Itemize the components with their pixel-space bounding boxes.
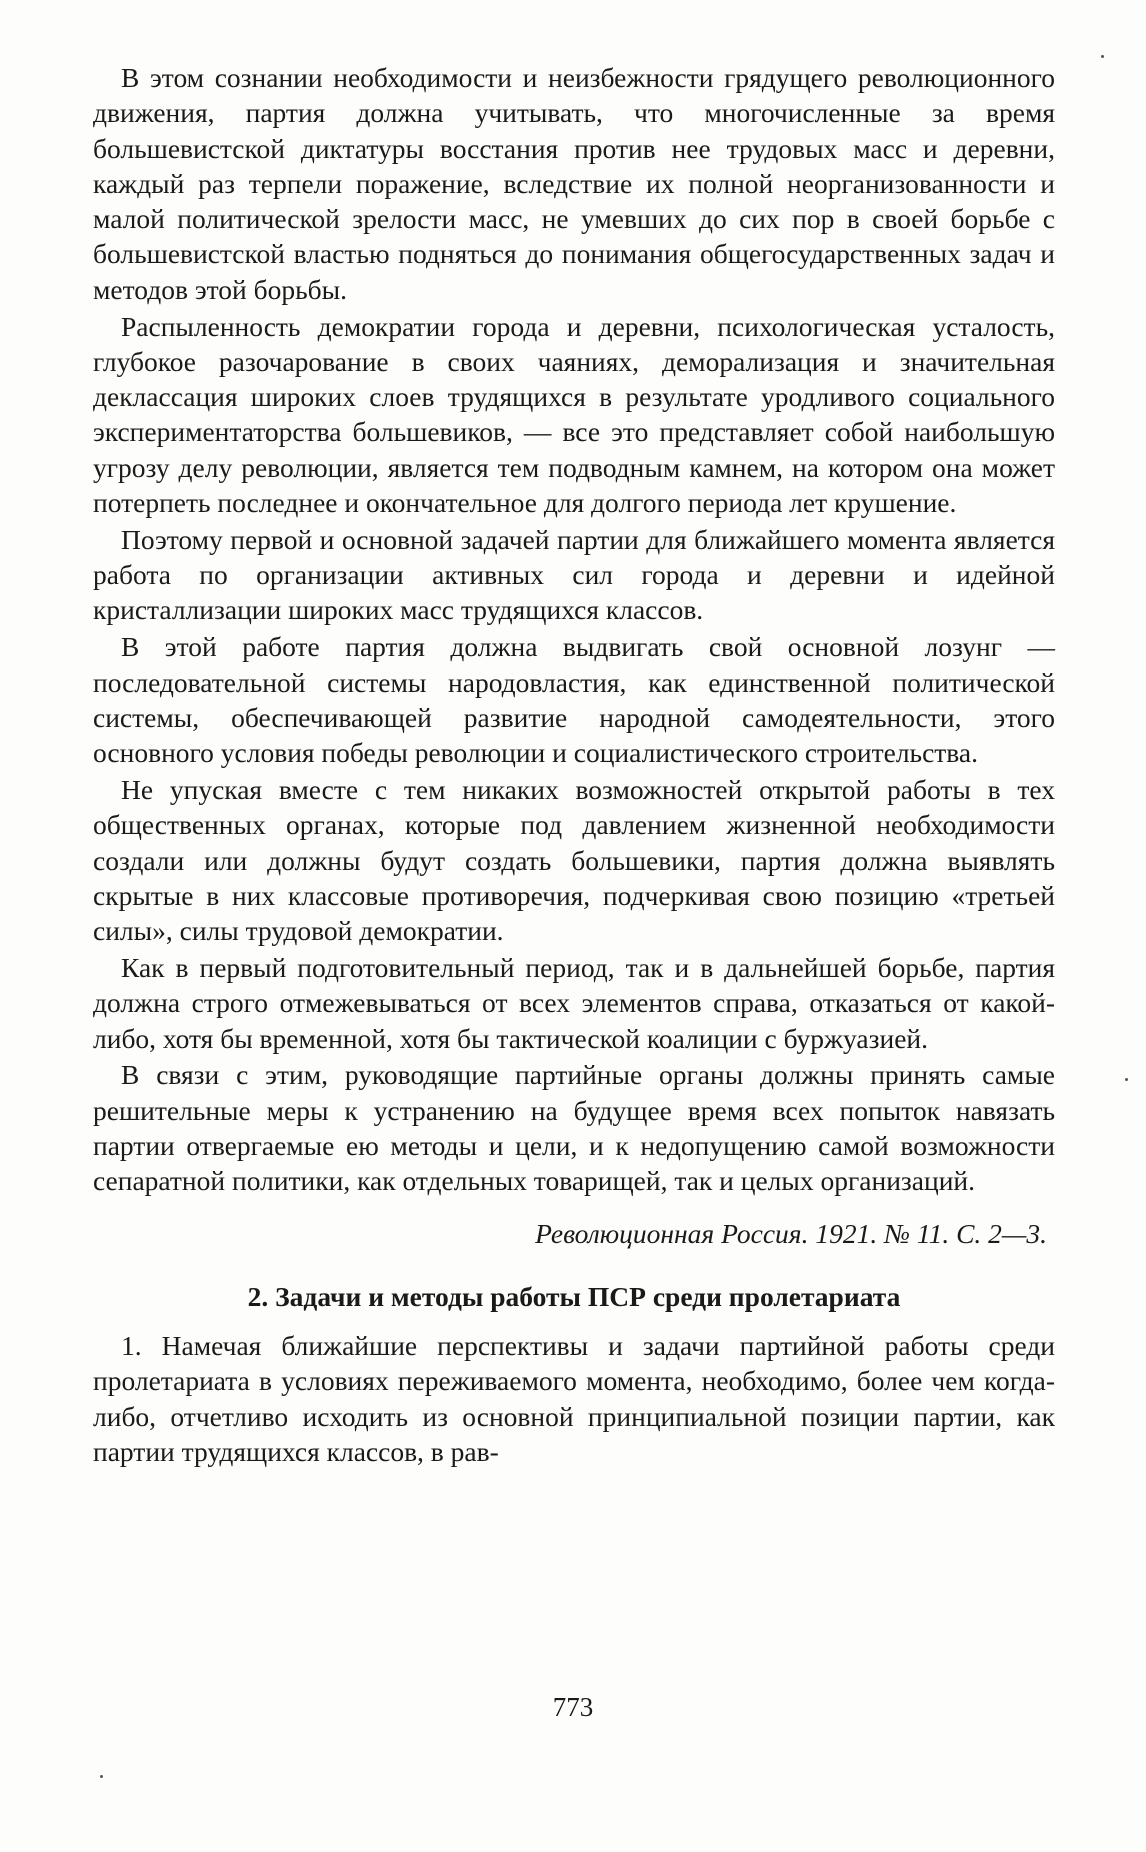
source-citation: Революционная Россия. 1921. № 11. С. 2—3. bbox=[535, 1217, 1047, 1249]
scan-speck bbox=[1101, 55, 1104, 58]
section-paragraph-1: 1. Намечая ближайшие перспективы и задачи партийной работы среди пролетариата в условиях переживаемого момента, необходимо, более чем когда-либо, отчетливо исходить из основной принципиальной позиции партии, как партии трудящихся классов, в рав- bbox=[93, 1330, 1055, 1467]
paragraph-2: Распыленность демократии города и деревни, психологическая усталость, глубокое разочарование в своих чаяниях, деморализация и значительная деклассация широких слоев трудящихся в результате уродливого социального экспериментаторства большевиков, — все это представляет собой наибольшую угрозу делу революции, является тем подводным камнем, на котором она может потерпеть последнее и окончательное для долгого периода лет крушение. bbox=[93, 310, 1055, 519]
page-body bbox=[93, 60, 1055, 1471]
paragraph-1: В этом сознании необходимости и неизбежности грядущего революционного движения, партия должна учитывать, что многочисленные за время большевистской диктатуры восстания против нее трудовых масс и деревни, каждый раз терпели поражение, вследствие их полной неорганизованности и малой политической зрелости масс, не умевших до сих пор в своей борьбе с большевистской властью подняться до понимания общегосударственных задач и методов этой борьбы. bbox=[93, 62, 1055, 305]
scan-speck bbox=[1125, 1078, 1128, 1081]
paragraph-6: Как в первый подготовительный период, так и в дальнейшей борьбе, партия должна строго отмежевываться от всех элементов справа, отказаться от какой-либо, хотя бы временной, хотя бы тактической коалиции с буржуазией. bbox=[93, 951, 1055, 1054]
section-heading: 2. Задачи и методы работы ПСР среди пролетариата bbox=[247, 1280, 901, 1312]
paragraph-4: В этой работе партия должна выдвигать свой основной лозунг — последовательной системы народовластия, как единственной политической системы, обеспечивающей развитие народной самодеятельности, этого основного условия победы революции и социалистического строительства. bbox=[93, 631, 1055, 769]
paragraph-5: Не упуская вместе с тем никаких возможностей открытой работы в тех общественных органах, которые под давлением жизненной необходимости создали или должны будут создать большевики, партия должна выявлять скрытые в них классовые противоречия, подчеркивая свою позицию «третьей силы», силы трудовой демократии. bbox=[93, 773, 1055, 947]
scan-speck bbox=[100, 1775, 103, 1778]
page-number: 773 bbox=[552, 1692, 594, 1722]
paragraph-7: В связи с этим, руководящие партийные органы должны принять самые решительные меры к устранению на будущее время всех попыток навязать партии отвергаемые ею методы и цели, и к недопущению самой возможности сепаратной политики, как отдельных товарищей, так и целых организаций. bbox=[93, 1059, 1055, 1197]
paragraph-3: Поэтому первой и основной задачей партии для ближайшего момента является работа по организации активных сил города и деревни и идейной кристаллизации широких масс трудящихся классов. bbox=[93, 523, 1055, 626]
